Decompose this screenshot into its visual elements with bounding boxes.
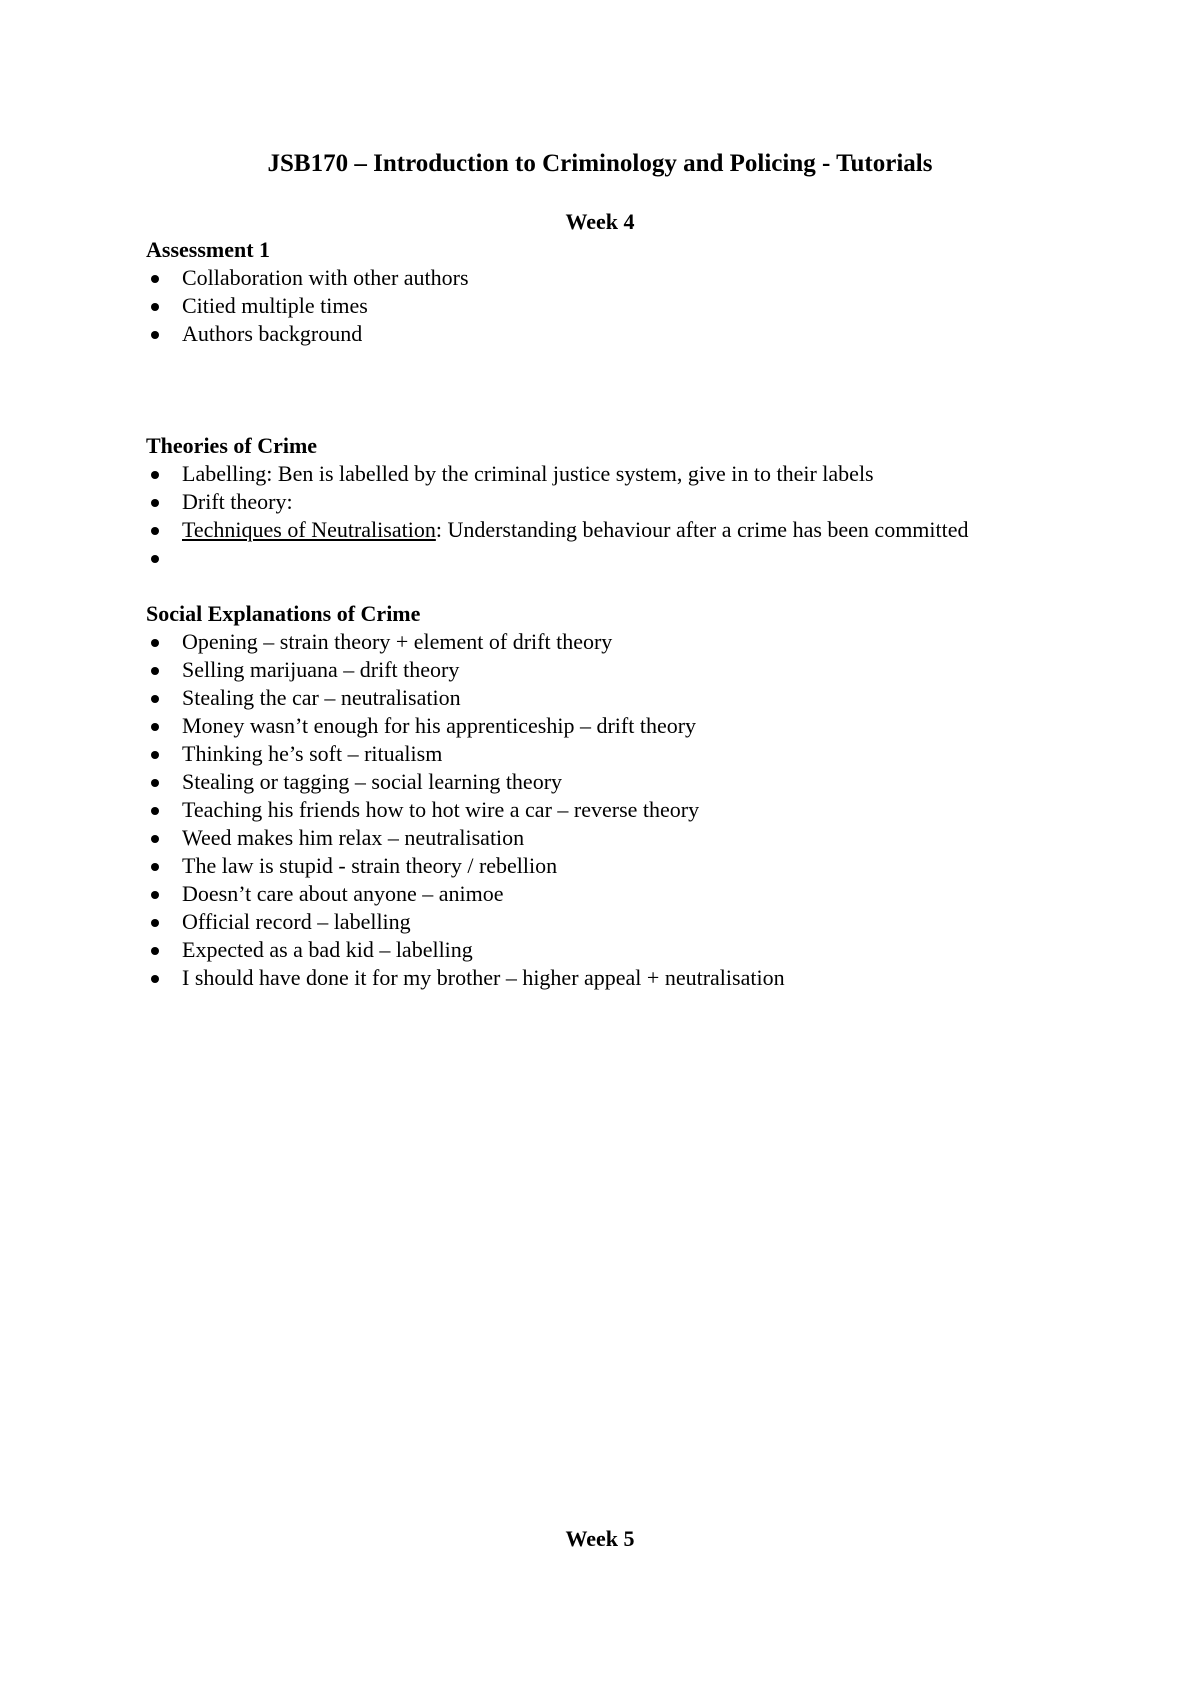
list-item — [146, 740, 785, 768]
bullet-icon — [151, 331, 159, 339]
social-list — [146, 628, 785, 992]
list-item — [146, 908, 785, 936]
list-item-text: Thinking he’s soft – ritualism — [182, 741, 443, 766]
bullet-icon — [151, 555, 159, 563]
list-item-text: Expected as a bad kid – labelling — [182, 937, 473, 962]
list-item-text: Authors background — [182, 321, 363, 346]
list-item-text: Citied multiple times — [182, 293, 368, 318]
neutralisation-term: Techniques of Neutralisation — [182, 517, 436, 542]
week-4-heading: Week 4 — [565, 209, 635, 234]
list-item-text: The law is stupid - strain theory / rebellion — [182, 853, 558, 878]
list-item-text: Weed makes him relax – neutralisation — [182, 825, 525, 850]
list-item — [146, 768, 785, 796]
list-item-text: Doesn’t care about anyone – animoe — [182, 881, 504, 906]
list-item — [146, 516, 969, 544]
list-item — [146, 796, 785, 824]
bullet-icon — [151, 863, 159, 871]
bullet-icon — [151, 975, 159, 983]
bullet-icon — [151, 303, 159, 311]
list-item-text: Money wasn’t enough for his apprenticeship – drift theory — [182, 713, 697, 738]
list-item-text: Opening – strain theory + element of drift theory — [182, 629, 613, 654]
bullet-icon — [151, 919, 159, 927]
list-item-text: : Understanding behaviour after a crime has been committed — [435, 517, 969, 542]
bullet-icon — [151, 695, 159, 703]
theories-list — [146, 460, 969, 572]
list-item-text: Labelling: Ben is labelled by the criminal justice system, give in to their labels — [182, 461, 874, 486]
bullet-icon — [151, 499, 159, 507]
list-item — [146, 488, 969, 516]
week-5-heading: Week 5 — [565, 1526, 635, 1551]
bullet-icon — [151, 779, 159, 787]
list-item-text: Selling marijuana – drift theory — [182, 657, 460, 682]
list-item — [146, 852, 785, 880]
bullet-icon — [151, 835, 159, 843]
list-item — [146, 264, 469, 292]
bullet-icon — [151, 947, 159, 955]
list-item — [146, 880, 785, 908]
list-item-text: Stealing or tagging – social learning theory — [182, 769, 563, 794]
bullet-icon — [151, 471, 159, 479]
bullet-icon — [151, 639, 159, 647]
list-item — [146, 292, 469, 320]
list-item-text: Collaboration with other authors — [182, 265, 469, 290]
list-item — [146, 320, 469, 348]
list-item-text: Drift theory: — [182, 489, 293, 514]
list-item — [146, 712, 785, 740]
list-item — [146, 684, 785, 712]
list-item — [146, 964, 785, 992]
theories-heading: Theories of Crime — [146, 433, 318, 458]
list-item-text: Teaching his friends how to hot wire a car – reverse theory — [182, 797, 700, 822]
document-title: JSB170 – Introduction to Criminology and Policing - Tutorials — [267, 150, 933, 177]
bullet-icon — [151, 527, 159, 535]
list-item — [146, 936, 785, 964]
list-item-text: Official record – labelling — [182, 909, 411, 934]
list-item — [146, 460, 969, 488]
list-item-text: Stealing the car – neutralisation — [182, 685, 461, 710]
assessment-list — [146, 264, 469, 348]
list-item — [146, 544, 969, 572]
list-item-text: I should have done it for my brother – higher appeal + neutralisation — [182, 965, 785, 990]
bullet-icon — [151, 807, 159, 815]
bullet-icon — [151, 891, 159, 899]
bullet-icon — [151, 667, 159, 675]
list-item — [146, 656, 785, 684]
assessment-heading: Assessment 1 — [146, 237, 271, 262]
bullet-icon — [151, 275, 159, 283]
social-heading: Social Explanations of Crime — [146, 601, 421, 626]
bullet-icon — [151, 751, 159, 759]
bullet-icon — [151, 723, 159, 731]
list-item — [146, 628, 785, 656]
list-item — [146, 824, 785, 852]
